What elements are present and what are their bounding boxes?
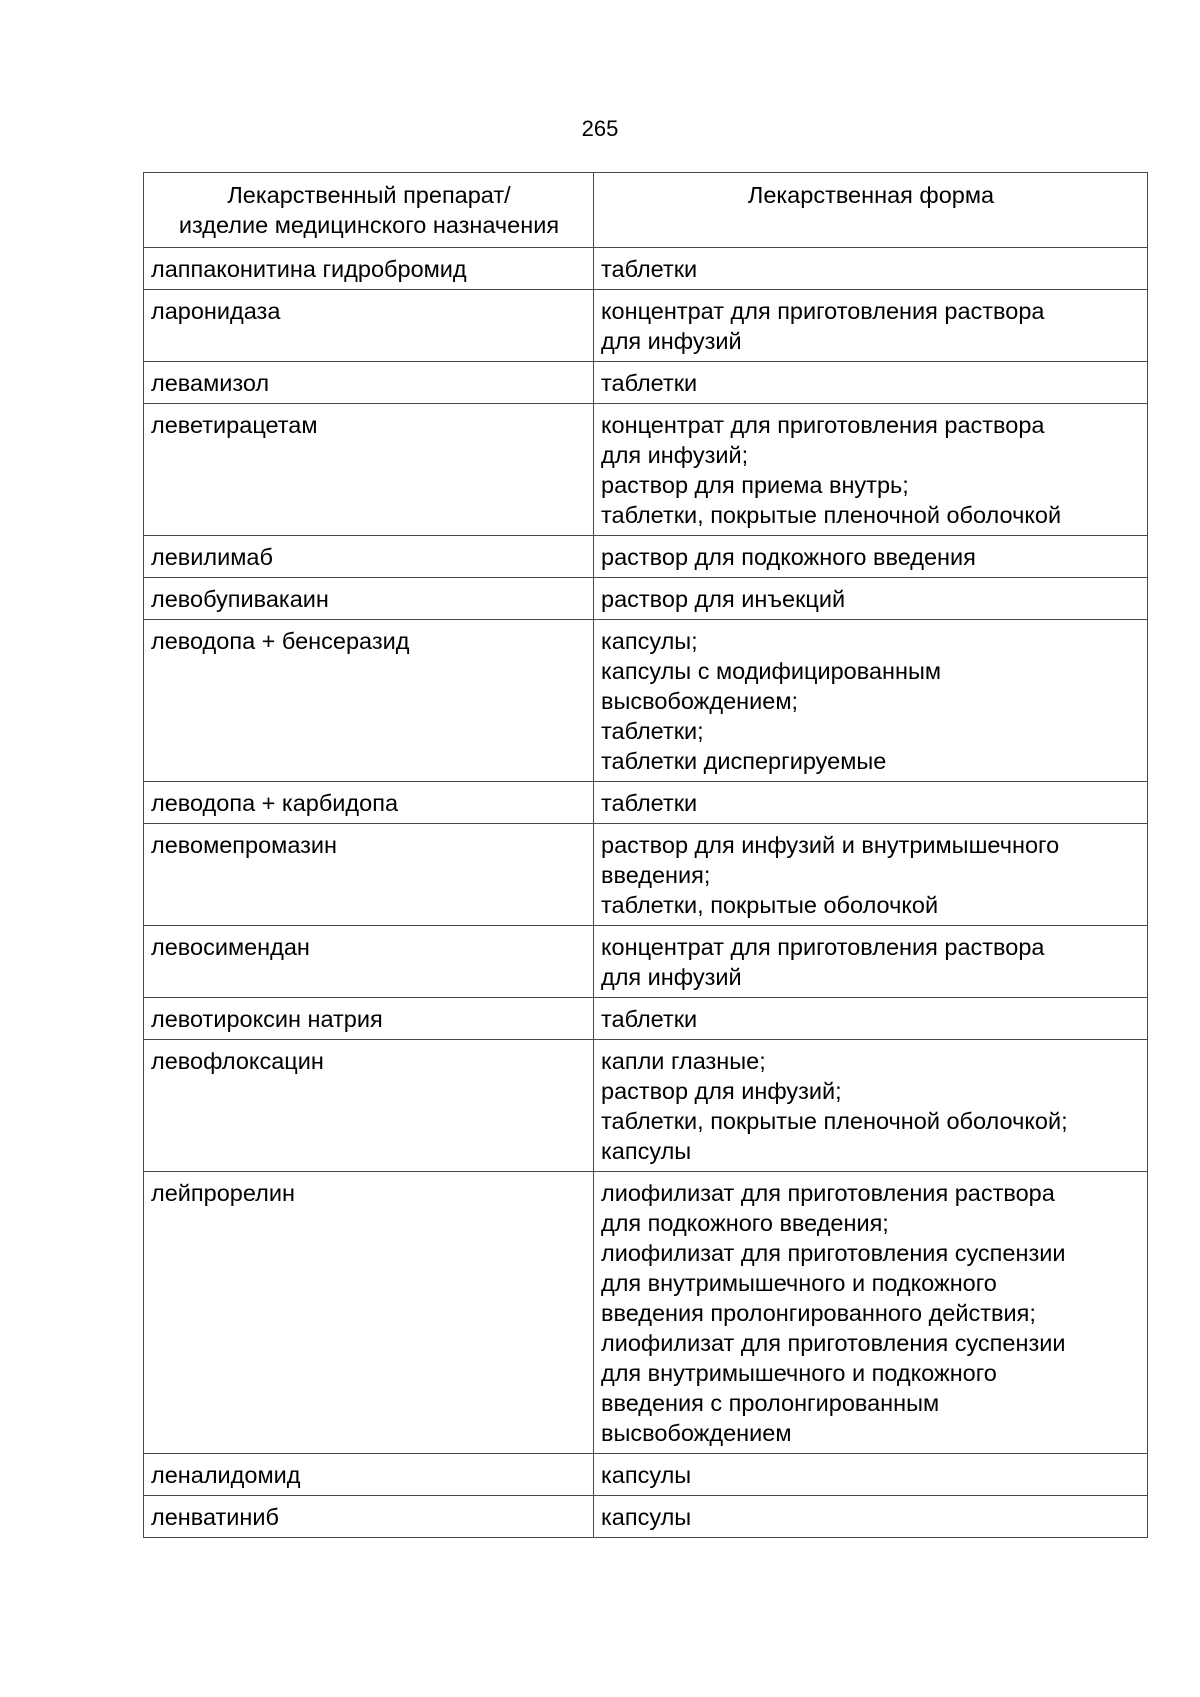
text-line: высвобождением — [601, 1420, 792, 1446]
drug-name-cell — [144, 1496, 594, 1538]
table-header — [144, 173, 1148, 248]
drug-name-cell — [144, 1454, 594, 1496]
text-line: Лекарственная форма — [747, 182, 995, 208]
drug-name: левотироксин натрия — [151, 1006, 383, 1032]
text-line: Лекарственный препарат/ — [227, 182, 511, 208]
drug-name-cell — [144, 782, 594, 824]
table-row — [144, 1172, 1148, 1454]
drug-name-cell — [144, 620, 594, 782]
drug-name-cell — [144, 578, 594, 620]
table-row — [144, 290, 1148, 362]
drug-name-cell — [144, 1040, 594, 1172]
text-line: для инфузий — [601, 328, 742, 354]
text-line: для подкожного введения; — [601, 1210, 889, 1236]
drug-name-cell — [144, 926, 594, 998]
table-row — [144, 578, 1148, 620]
text-line: раствор для инфузий; — [601, 1078, 842, 1104]
text-line: таблетки — [601, 370, 698, 396]
dosage-form-cell — [594, 824, 1148, 926]
text-line: капсулы — [601, 1504, 692, 1530]
table-row — [144, 824, 1148, 926]
text-line: капли глазные; — [601, 1048, 766, 1074]
drug-name-cell — [144, 824, 594, 926]
text-line: введения; — [601, 862, 711, 888]
dosage-form-cell — [594, 1454, 1148, 1496]
text-line: введения с пролонгированным — [601, 1390, 940, 1416]
drug-name-cell — [144, 1172, 594, 1454]
text-line: раствор для инъекций — [601, 586, 846, 612]
text-line: раствор для инфузий и внутримышечного — [601, 832, 1060, 858]
page-number: 265 — [581, 116, 619, 141]
dosage-form-cell — [594, 578, 1148, 620]
table-row — [144, 1040, 1148, 1172]
text-line: лиофилизат для приготовления суспензии — [601, 1330, 1066, 1356]
text-line: таблетки, покрытые пленочной оболочкой; — [601, 1108, 1068, 1134]
text-line: для инфузий — [601, 964, 742, 990]
dosage-form-cell — [594, 926, 1148, 998]
table-body — [144, 248, 1148, 1538]
text-line: раствор для приема внутрь; — [601, 472, 909, 498]
header-form — [594, 173, 1148, 248]
dosage-form-cell — [594, 1172, 1148, 1454]
drug-name: лейпрорелин — [151, 1180, 295, 1206]
table-row — [144, 404, 1148, 536]
text-line: капсулы — [601, 1138, 692, 1164]
text-line: введения пролонгированного действия; — [601, 1300, 1036, 1326]
table-row — [144, 536, 1148, 578]
text-line: таблетки диспергируемые — [601, 748, 887, 774]
text-line: лиофилизат для приготовления суспензии — [601, 1240, 1066, 1266]
header-row — [144, 173, 1148, 248]
text-line: изделие медицинского назначения — [178, 212, 560, 238]
text-line: таблетки; — [601, 718, 704, 744]
text-line: раствор для подкожного введения — [601, 544, 976, 570]
drug-name: левилимаб — [151, 544, 273, 570]
text-line: для внутримышечного и подкожного — [601, 1360, 997, 1386]
drug-name: леводопа + бенсеразид — [151, 628, 410, 654]
dosage-form-cell — [594, 536, 1148, 578]
drug-name-cell — [144, 998, 594, 1040]
drug-name: леветирацетам — [151, 412, 318, 438]
drug-table — [143, 172, 1148, 1538]
text-line: таблетки — [601, 790, 698, 816]
text-line: для инфузий; — [601, 442, 749, 468]
text-line: капсулы; — [601, 628, 698, 654]
drug-name: левомепромазин — [151, 832, 338, 858]
drug-name-cell — [144, 536, 594, 578]
text-line: таблетки — [601, 256, 698, 282]
drug-name-cell — [144, 290, 594, 362]
drug-name: левофлоксацин — [151, 1048, 324, 1074]
table-row — [144, 926, 1148, 998]
text-line: таблетки, покрытые оболочкой — [601, 892, 939, 918]
drug-name-cell — [144, 404, 594, 536]
drug-name: ларонидаза — [151, 298, 281, 324]
table-row — [144, 998, 1148, 1040]
text-line: концентрат для приготовления раствора — [601, 412, 1045, 438]
drug-name: лаппаконитина гидробромид — [151, 256, 467, 282]
drug-name: ленватиниб — [151, 1504, 279, 1530]
text-line: капсулы с модифицированным — [601, 658, 942, 684]
dosage-form-cell — [594, 290, 1148, 362]
table-row — [144, 782, 1148, 824]
dosage-form-cell — [594, 620, 1148, 782]
drug-name: левобупивакаин — [151, 586, 329, 612]
drug-name-cell — [144, 362, 594, 404]
header-drug — [144, 173, 594, 248]
table-row — [144, 362, 1148, 404]
dosage-form-cell — [594, 248, 1148, 290]
drug-name: леводопа + карбидопа — [151, 790, 399, 816]
text-line: капсулы — [601, 1462, 692, 1488]
drug-name-cell — [144, 248, 594, 290]
text-line: высвобождением; — [601, 688, 799, 714]
drug-name: левамизол — [151, 370, 270, 396]
table-row — [144, 620, 1148, 782]
dosage-form-cell — [594, 1496, 1148, 1538]
table-row — [144, 1454, 1148, 1496]
dosage-form-cell — [594, 362, 1148, 404]
text-line: концентрат для приготовления раствора — [601, 298, 1045, 324]
text-line: для внутримышечного и подкожного — [601, 1270, 997, 1296]
drug-name: леналидомид — [151, 1462, 301, 1488]
text-line: таблетки — [601, 1006, 698, 1032]
text-line: таблетки, покрытые пленочной оболочкой — [601, 502, 1062, 528]
table-row — [144, 248, 1148, 290]
dosage-form-cell — [594, 998, 1148, 1040]
dosage-form-cell — [594, 1040, 1148, 1172]
table-row — [144, 1496, 1148, 1538]
text-line: лиофилизат для приготовления раствора — [601, 1180, 1055, 1206]
text-line: концентрат для приготовления раствора — [601, 934, 1045, 960]
drug-name: левосимендан — [151, 934, 310, 960]
dosage-form-cell — [594, 404, 1148, 536]
dosage-form-cell — [594, 782, 1148, 824]
